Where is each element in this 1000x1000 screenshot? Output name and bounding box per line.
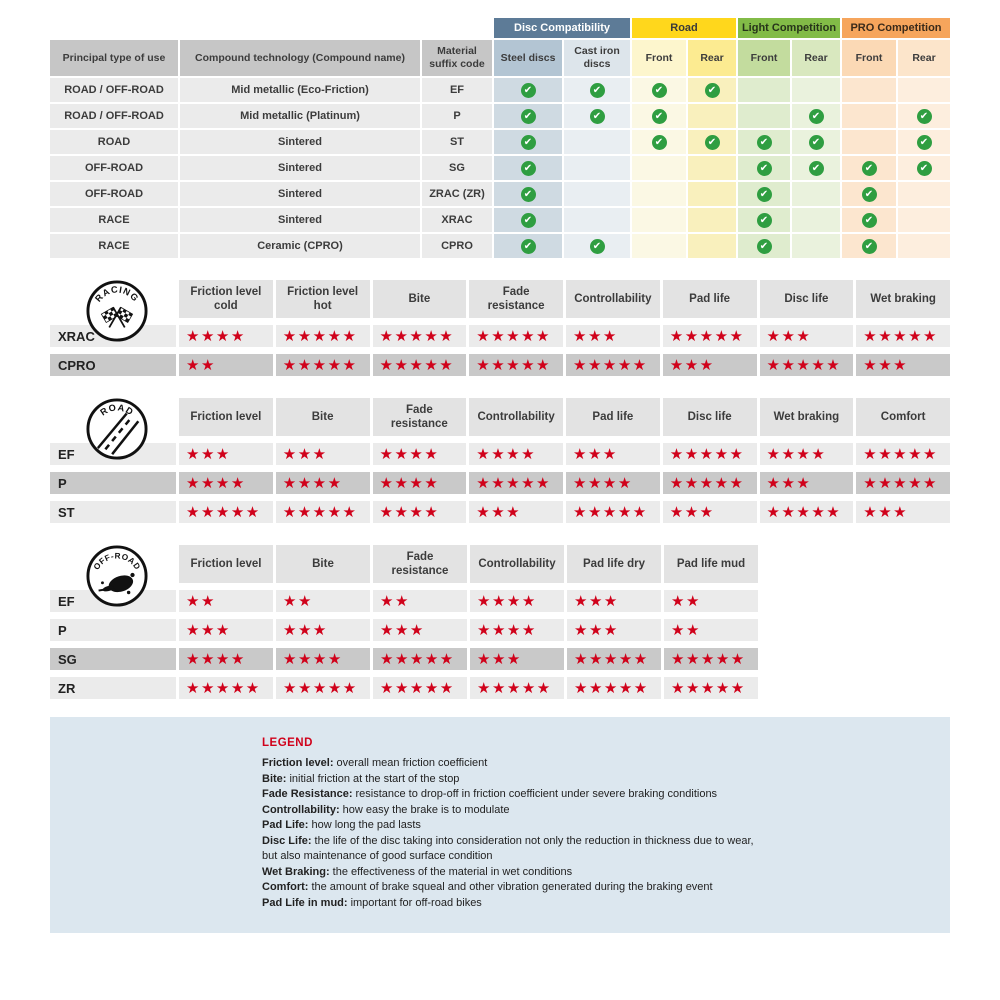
rating-stars: ★★★ xyxy=(856,501,950,523)
compat-compound-cell: Sintered xyxy=(180,182,420,206)
rating-column-header: Controllability xyxy=(469,398,563,436)
compat-check-cell xyxy=(688,130,736,154)
check-icon: ✔ xyxy=(521,109,536,124)
compat-check-cell xyxy=(494,78,562,102)
column-header: Cast iron discs xyxy=(564,40,630,76)
compat-check-cell xyxy=(494,130,562,154)
rating-stars: ★★★★★ xyxy=(566,354,660,376)
compound-code: ZR xyxy=(50,677,176,699)
legend-entry xyxy=(262,818,920,834)
rating-column-header: Friction level xyxy=(179,398,273,436)
column-header: Front xyxy=(738,40,790,76)
rating-stars: ★★★ xyxy=(663,501,757,523)
rating-column-header: Pad life mud xyxy=(664,545,758,583)
check-icon: ✔ xyxy=(521,135,536,150)
rating-stars: ★★★ xyxy=(276,443,370,465)
legend-desc: the amount of brake squeal and other vibration generated during the braking event xyxy=(311,881,713,893)
legend-term: Disc Life: xyxy=(262,834,312,847)
check-icon: ✔ xyxy=(917,109,932,124)
check-icon: ✔ xyxy=(862,239,877,254)
rating-stars: ★★★★★ xyxy=(663,325,757,347)
rating-column-header: Friction level xyxy=(179,545,273,583)
compat-compound-cell: Sintered xyxy=(180,208,420,232)
compat-code-cell: EF xyxy=(422,78,492,102)
rating-stars: ★★★★★ xyxy=(373,677,467,699)
rating-stars: ★★★★★ xyxy=(566,501,660,523)
rating-stars: ★★★★★ xyxy=(856,443,950,465)
compat-check-cell xyxy=(842,156,896,180)
compat-check-cell xyxy=(842,208,896,232)
rating-column-header: Bite xyxy=(373,280,467,318)
check-icon: ✔ xyxy=(590,83,605,98)
rating-stars: ★★★★★ xyxy=(760,501,854,523)
rating-stars: ★★ xyxy=(664,590,758,612)
compat-check-cell xyxy=(688,208,736,232)
legend-term: Pad Life: xyxy=(262,819,309,831)
check-icon: ✔ xyxy=(705,83,720,98)
rating-stars: ★★★★ xyxy=(179,325,273,347)
legend-term: Bite: xyxy=(262,772,287,785)
check-icon: ✔ xyxy=(757,161,772,176)
compat-check-cell xyxy=(738,234,790,258)
check-icon: ✔ xyxy=(757,239,772,254)
rating-stars: ★★★ xyxy=(469,501,563,523)
legend-entries xyxy=(262,756,920,911)
compat-check-cell xyxy=(632,130,686,154)
rating-stars: ★★ xyxy=(179,590,273,612)
compat-check-cell xyxy=(738,78,790,102)
rating-stars: ★★★★★ xyxy=(663,472,757,494)
rating-stars: ★★★★ xyxy=(179,472,273,494)
rating-column-header: Wet braking xyxy=(760,398,854,436)
compound-code: XRAC xyxy=(50,325,176,347)
group-header: Road xyxy=(632,18,736,38)
rating-stars: ★★★★★ xyxy=(276,325,370,347)
rating-stars: ★★ xyxy=(179,354,273,376)
compound-code: SG xyxy=(50,648,176,670)
rating-stars: ★★★ xyxy=(760,472,854,494)
check-icon: ✔ xyxy=(809,109,824,124)
rating-stars: ★★★★★ xyxy=(664,677,758,699)
svg-text:RACING: RACING xyxy=(93,284,141,304)
rating-stars: ★★★ xyxy=(856,354,950,376)
legend-entry xyxy=(262,834,920,850)
compat-code-cell: XRAC xyxy=(422,208,492,232)
column-header: Steel discs xyxy=(494,40,562,76)
rating-column-header: Controllability xyxy=(566,280,660,318)
rating-stars: ★★★★ xyxy=(179,648,273,670)
check-icon: ✔ xyxy=(521,239,536,254)
rating-stars: ★★★★★ xyxy=(664,648,758,670)
rating-column-header: Bite xyxy=(276,545,370,583)
rating-column-header: Bite xyxy=(276,398,370,436)
compat-check-cell xyxy=(792,234,840,258)
compat-check-cell xyxy=(898,208,950,232)
compat-check-cell xyxy=(898,130,950,154)
rating-column-header: Comfort xyxy=(856,398,950,436)
compat-code-cell: ZRAC (ZR) xyxy=(422,182,492,206)
compound-code: EF xyxy=(50,590,176,612)
compatibility-table xyxy=(50,18,950,258)
compat-check-cell xyxy=(792,182,840,206)
compat-check-cell xyxy=(688,182,736,206)
legend-term: Controllability: xyxy=(262,803,340,816)
compat-code-cell: CPRO xyxy=(422,234,492,258)
compat-check-cell xyxy=(564,208,630,232)
legend-desc: how easy the brake is to modulate xyxy=(342,803,510,816)
compat-check-cell xyxy=(688,104,736,128)
compat-use-cell: ROAD xyxy=(50,130,178,154)
rating-stars: ★★★★ xyxy=(276,472,370,494)
compat-check-cell xyxy=(564,78,630,102)
rating-stars: ★★ xyxy=(373,590,467,612)
compat-use-cell: ROAD / OFF-ROAD xyxy=(50,78,178,102)
rating-stars: ★★★★★ xyxy=(276,354,370,376)
rating-stars: ★★★★★ xyxy=(567,677,661,699)
compat-check-cell xyxy=(688,156,736,180)
compat-use-cell: RACE xyxy=(50,208,178,232)
rating-stars: ★★★ xyxy=(760,325,854,347)
rating-stars: ★★★ xyxy=(566,325,660,347)
rating-column-header: Pad life xyxy=(663,280,757,318)
compat-check-cell xyxy=(898,78,950,102)
compound-code: P xyxy=(50,619,176,641)
rating-stars: ★★★★ xyxy=(373,472,467,494)
svg-text:OFF-ROAD: OFF-ROAD xyxy=(91,551,143,572)
rating-stars: ★★★★★ xyxy=(470,677,564,699)
compat-use-cell: ROAD / OFF-ROAD xyxy=(50,104,178,128)
legend-desc: but also maintenance of good surface condition xyxy=(262,850,493,862)
rating-column-header: Friction level cold xyxy=(179,280,273,318)
legend-desc: the effectiveness of the material in wet conditions xyxy=(332,865,573,878)
compat-check-cell xyxy=(738,104,790,128)
rating-stars: ★★★★ xyxy=(373,501,467,523)
rating-stars: ★★★★★ xyxy=(373,648,467,670)
legend-desc: initial friction at the start of the stop xyxy=(289,772,460,785)
check-icon: ✔ xyxy=(757,135,772,150)
check-icon: ✔ xyxy=(652,135,667,150)
compat-check-cell xyxy=(632,156,686,180)
check-icon: ✔ xyxy=(809,161,824,176)
rating-stars: ★★★★★ xyxy=(469,472,563,494)
check-icon: ✔ xyxy=(521,161,536,176)
compat-check-cell xyxy=(738,156,790,180)
rating-stars: ★★★★ xyxy=(566,472,660,494)
compat-compound-cell: Mid metallic (Platinum) xyxy=(180,104,420,128)
rating-stars: ★★★★ xyxy=(760,443,854,465)
rating-stars: ★★★★ xyxy=(470,590,564,612)
compat-check-cell xyxy=(494,104,562,128)
column-header: Rear xyxy=(792,40,840,76)
compat-compound-cell: Mid metallic (Eco-Friction) xyxy=(180,78,420,102)
rating-stars: ★★★ xyxy=(663,354,757,376)
column-header: Compound technology (Compound name) xyxy=(180,40,420,76)
compat-check-cell xyxy=(792,156,840,180)
compat-corner-spacer xyxy=(50,18,492,38)
legend-title: LEGEND xyxy=(262,737,313,749)
check-icon: ✔ xyxy=(757,213,772,228)
rating-stars: ★★★ xyxy=(276,619,370,641)
compat-check-cell xyxy=(632,182,686,206)
rating-stars: ★★★ xyxy=(373,619,467,641)
legend-entry xyxy=(262,787,920,803)
legend-entry xyxy=(262,849,920,865)
column-header: Principal type of use xyxy=(50,40,178,76)
check-icon: ✔ xyxy=(652,109,667,124)
legend-entry xyxy=(262,865,920,881)
compat-use-cell: OFF-ROAD xyxy=(50,182,178,206)
legend-term: Fade Resistance: xyxy=(262,788,353,800)
check-icon: ✔ xyxy=(590,239,605,254)
rating-stars: ★★★ xyxy=(567,619,661,641)
legend-term: Friction level: xyxy=(262,757,334,769)
compat-check-cell xyxy=(738,182,790,206)
group-header: PRO Competition xyxy=(842,18,950,38)
rating-column-header: Controllability xyxy=(470,545,564,583)
compat-compound-cell: Sintered xyxy=(180,130,420,154)
rating-stars: ★★★★ xyxy=(470,619,564,641)
compat-check-cell xyxy=(632,234,686,258)
rating-column-header: Fade resistance xyxy=(373,398,467,436)
group-header: Light Competition xyxy=(738,18,840,38)
legend-desc: how long the pad lasts xyxy=(311,819,421,831)
rating-stars: ★★ xyxy=(276,590,370,612)
legend-desc: important for off-road bikes xyxy=(350,896,482,909)
rating-stars: ★★★★★ xyxy=(469,325,563,347)
compat-use-cell: OFF-ROAD xyxy=(50,156,178,180)
column-header: Material suffix code xyxy=(422,40,492,76)
compat-check-cell xyxy=(564,182,630,206)
racing-ratings-table xyxy=(50,280,950,376)
compat-check-cell xyxy=(494,208,562,232)
legend-term: Pad Life in mud: xyxy=(262,896,348,909)
racing-section xyxy=(50,280,950,376)
compat-check-cell xyxy=(738,208,790,232)
check-icon: ✔ xyxy=(521,83,536,98)
compat-check-cell xyxy=(738,130,790,154)
rating-stars: ★★★ xyxy=(179,619,273,641)
check-icon: ✔ xyxy=(652,83,667,98)
offroad-section xyxy=(50,545,950,699)
compat-check-cell xyxy=(494,156,562,180)
rating-stars: ★★★ xyxy=(566,443,660,465)
compat-check-cell xyxy=(842,78,896,102)
check-icon: ✔ xyxy=(809,135,824,150)
legend-term: Comfort: xyxy=(262,881,309,893)
compat-check-cell xyxy=(842,104,896,128)
legend-desc: resistance to drop-off in friction coefficient under severe braking conditions xyxy=(355,788,718,800)
rating-stars: ★★★ xyxy=(470,648,564,670)
compat-check-cell xyxy=(792,78,840,102)
compound-code: ST xyxy=(50,501,176,523)
rating-stars: ★★★★★ xyxy=(567,648,661,670)
compat-check-cell xyxy=(494,234,562,258)
compat-check-cell xyxy=(898,104,950,128)
compat-code-cell: ST xyxy=(422,130,492,154)
rating-stars: ★★★★★ xyxy=(276,501,370,523)
road-ratings-table xyxy=(50,398,950,523)
compat-use-cell: RACE xyxy=(50,234,178,258)
compound-code: P xyxy=(50,472,176,494)
offroad-ratings-table xyxy=(50,545,758,699)
legend xyxy=(50,717,950,933)
compat-check-cell xyxy=(564,156,630,180)
compat-check-cell xyxy=(898,182,950,206)
column-header: Rear xyxy=(688,40,736,76)
compat-check-cell xyxy=(842,234,896,258)
rating-stars: ★★★★★ xyxy=(179,501,273,523)
check-icon: ✔ xyxy=(862,213,877,228)
rating-stars: ★★ xyxy=(664,619,758,641)
compat-check-cell xyxy=(688,78,736,102)
rating-column-header: Friction level hot xyxy=(276,280,370,318)
check-icon: ✔ xyxy=(521,213,536,228)
compat-check-cell xyxy=(564,234,630,258)
compat-check-cell xyxy=(564,104,630,128)
check-icon: ✔ xyxy=(862,187,877,202)
rating-stars: ★★★★ xyxy=(276,648,370,670)
compat-check-cell xyxy=(842,182,896,206)
rating-stars: ★★★★★ xyxy=(276,677,370,699)
rating-column-header: Fade resistance xyxy=(373,545,467,583)
rating-stars: ★★★★★ xyxy=(469,354,563,376)
column-header: Front xyxy=(632,40,686,76)
svg-text:ROAD: ROAD xyxy=(98,402,136,418)
column-header: Front xyxy=(842,40,896,76)
rating-stars: ★★★★★ xyxy=(663,443,757,465)
rating-stars: ★★★★ xyxy=(373,443,467,465)
road-section xyxy=(50,398,950,523)
legend-entry xyxy=(262,803,920,819)
legend-entry xyxy=(262,756,920,772)
rating-column-header: Disc life xyxy=(663,398,757,436)
column-header: Rear xyxy=(898,40,950,76)
compat-code-cell: SG xyxy=(422,156,492,180)
check-icon: ✔ xyxy=(705,135,720,150)
rating-column-header: Wet braking xyxy=(856,280,950,318)
compat-check-cell xyxy=(842,130,896,154)
check-icon: ✔ xyxy=(862,161,877,176)
compat-check-cell xyxy=(632,78,686,102)
compat-check-cell xyxy=(564,130,630,154)
check-icon: ✔ xyxy=(917,135,932,150)
compat-compound-cell: Sintered xyxy=(180,156,420,180)
group-header: Disc Compatibility xyxy=(494,18,630,38)
compat-check-cell xyxy=(898,234,950,258)
compat-check-cell xyxy=(792,208,840,232)
rating-stars: ★★★ xyxy=(567,590,661,612)
compat-code-cell: P xyxy=(422,104,492,128)
compound-code: EF xyxy=(50,443,176,465)
racing-flags-icon xyxy=(86,280,148,342)
legend-entry xyxy=(262,896,920,912)
compound-code: CPRO xyxy=(50,354,176,376)
rating-column-header: Fade resistance xyxy=(469,280,563,318)
rating-stars: ★★★★★ xyxy=(373,325,467,347)
compat-check-cell xyxy=(632,208,686,232)
legend-term: Wet Braking: xyxy=(262,865,330,878)
compat-check-cell xyxy=(792,104,840,128)
rating-stars: ★★★★★ xyxy=(856,325,950,347)
compat-compound-cell: Ceramic (CPRO) xyxy=(180,234,420,258)
check-icon: ✔ xyxy=(757,187,772,202)
check-icon: ✔ xyxy=(917,161,932,176)
rating-stars: ★★★ xyxy=(179,443,273,465)
legend-entry xyxy=(262,772,920,788)
check-icon: ✔ xyxy=(590,109,605,124)
rating-column-header: Pad life xyxy=(566,398,660,436)
rating-stars: ★★★★ xyxy=(469,443,563,465)
legend-entry xyxy=(262,880,920,896)
rating-stars: ★★★★★ xyxy=(856,472,950,494)
legend-desc: overall mean friction coefficient xyxy=(336,757,488,769)
compat-check-cell xyxy=(792,130,840,154)
compat-check-cell xyxy=(688,234,736,258)
offroad-splat-icon xyxy=(86,545,148,607)
compat-check-cell xyxy=(898,156,950,180)
rating-stars: ★★★★★ xyxy=(760,354,854,376)
rating-column-header: Disc life xyxy=(760,280,854,318)
road-icon xyxy=(86,398,148,460)
rating-stars: ★★★★★ xyxy=(179,677,273,699)
rating-stars: ★★★★★ xyxy=(373,354,467,376)
rating-column-header: Pad life dry xyxy=(567,545,661,583)
legend-desc: the life of the disc taking into consideration not only the reduction in thickness due to wear, xyxy=(314,834,754,847)
check-icon: ✔ xyxy=(521,187,536,202)
compat-check-cell xyxy=(632,104,686,128)
compat-check-cell xyxy=(494,182,562,206)
